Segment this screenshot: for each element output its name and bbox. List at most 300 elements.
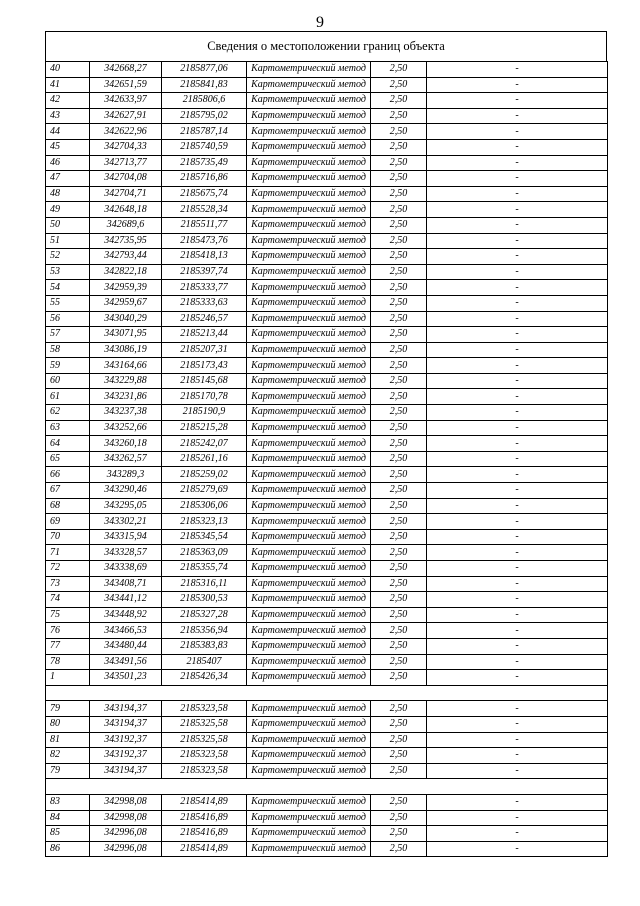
table-row <box>46 607 608 623</box>
coord-x: 342793,44 <box>90 249 162 265</box>
point-number: 68 <box>46 498 90 514</box>
note-cell: - <box>427 607 608 623</box>
method-cell: Картометрический метод <box>247 841 371 857</box>
coord-y: 2185327,28 <box>162 607 247 623</box>
note-cell: - <box>427 280 608 296</box>
method-cell: Картометрический метод <box>247 373 371 389</box>
note-cell: - <box>427 373 608 389</box>
note-cell: - <box>427 93 608 109</box>
error-cell: 2,50 <box>371 810 427 826</box>
error-cell: 2,50 <box>371 93 427 109</box>
coord-y: 2185213,44 <box>162 327 247 343</box>
note-cell: - <box>427 748 608 764</box>
coord-x: 343086,19 <box>90 342 162 358</box>
coord-y: 2185323,13 <box>162 514 247 530</box>
coord-x: 343164,66 <box>90 358 162 374</box>
coord-y: 2185145,68 <box>162 373 247 389</box>
note-cell: - <box>427 389 608 405</box>
coord-y: 2185383,83 <box>162 638 247 654</box>
coord-x: 342633,97 <box>90 93 162 109</box>
coord-y: 2185356,94 <box>162 623 247 639</box>
point-number: 60 <box>46 373 90 389</box>
note-cell: - <box>427 108 608 124</box>
coord-x: 342996,08 <box>90 841 162 857</box>
method-cell: Картометрический метод <box>247 498 371 514</box>
coord-y: 2185325,58 <box>162 716 247 732</box>
coord-x: 342704,33 <box>90 139 162 155</box>
note-cell: - <box>427 342 608 358</box>
error-cell: 2,50 <box>371 233 427 249</box>
note-cell: - <box>427 561 608 577</box>
error-cell: 2,50 <box>371 62 427 78</box>
method-cell: Картометрический метод <box>247 217 371 233</box>
note-cell: - <box>427 202 608 218</box>
method-cell: Картометрический метод <box>247 264 371 280</box>
method-cell: Картометрический метод <box>247 810 371 826</box>
coord-y: 2185795,02 <box>162 108 247 124</box>
method-cell: Картометрический метод <box>247 436 371 452</box>
coord-x: 343448,92 <box>90 607 162 623</box>
note-cell: - <box>427 654 608 670</box>
method-cell: Картометрический метод <box>247 77 371 93</box>
coord-x: 343441,12 <box>90 592 162 608</box>
error-cell: 2,50 <box>371 592 427 608</box>
error-cell: 2,50 <box>371 529 427 545</box>
point-number: 85 <box>46 826 90 842</box>
coord-x: 342627,91 <box>90 108 162 124</box>
point-number: 54 <box>46 280 90 296</box>
coord-y: 2185735,49 <box>162 155 247 171</box>
point-number: 59 <box>46 358 90 374</box>
point-number: 79 <box>46 701 90 717</box>
coord-x: 343501,23 <box>90 670 162 686</box>
error-cell: 2,50 <box>371 638 427 654</box>
coord-x: 342622,96 <box>90 124 162 140</box>
coord-x: 343252,66 <box>90 420 162 436</box>
error-cell: 2,50 <box>371 373 427 389</box>
table-row <box>46 545 608 561</box>
method-cell: Картометрический метод <box>247 202 371 218</box>
note-cell: - <box>427 623 608 639</box>
note-cell: - <box>427 545 608 561</box>
error-cell: 2,50 <box>371 295 427 311</box>
coord-y: 2185345,54 <box>162 529 247 545</box>
method-cell: Картометрический метод <box>247 108 371 124</box>
point-number: 41 <box>46 77 90 93</box>
table-row <box>46 498 608 514</box>
method-cell: Картометрический метод <box>247 171 371 187</box>
method-cell: Картометрический метод <box>247 249 371 265</box>
table-row <box>46 763 608 779</box>
error-cell: 2,50 <box>371 467 427 483</box>
method-cell: Картометрический метод <box>247 701 371 717</box>
error-cell: 2,50 <box>371 124 427 140</box>
error-cell: 2,50 <box>371 701 427 717</box>
table-row <box>46 576 608 592</box>
coord-x: 343315,94 <box>90 529 162 545</box>
table-row <box>46 295 608 311</box>
table-body <box>46 62 608 857</box>
point-number: 77 <box>46 638 90 654</box>
note-cell: - <box>427 77 608 93</box>
coord-x: 342689,6 <box>90 217 162 233</box>
method-cell: Картометрический метод <box>247 295 371 311</box>
coord-x: 342959,67 <box>90 295 162 311</box>
coord-x: 343194,37 <box>90 716 162 732</box>
method-cell: Картометрический метод <box>247 451 371 467</box>
point-number: 70 <box>46 529 90 545</box>
coord-y: 2185333,63 <box>162 295 247 311</box>
error-cell: 2,50 <box>371 732 427 748</box>
coord-x: 343302,21 <box>90 514 162 530</box>
coord-x: 343338,69 <box>90 561 162 577</box>
error-cell: 2,50 <box>371 420 427 436</box>
method-cell: Картометрический метод <box>247 327 371 343</box>
table-row <box>46 716 608 732</box>
table-row <box>46 420 608 436</box>
error-cell: 2,50 <box>371 607 427 623</box>
coord-y: 2185841,83 <box>162 77 247 93</box>
table-row <box>46 436 608 452</box>
coord-y: 2185416,89 <box>162 826 247 842</box>
method-cell: Картометрический метод <box>247 233 371 249</box>
method-cell: Картометрический метод <box>247 826 371 842</box>
method-cell: Картометрический метод <box>247 561 371 577</box>
separator-cell <box>46 685 608 701</box>
method-cell: Картометрический метод <box>247 389 371 405</box>
error-cell: 2,50 <box>371 545 427 561</box>
table-row <box>46 108 608 124</box>
error-cell: 2,50 <box>371 826 427 842</box>
point-number: 58 <box>46 342 90 358</box>
coord-x: 342998,08 <box>90 810 162 826</box>
point-number: 81 <box>46 732 90 748</box>
table-title: Сведения о местоположении границ объекта <box>45 31 607 62</box>
method-cell: Картометрический метод <box>247 62 371 78</box>
table-row <box>46 810 608 826</box>
error-cell: 2,50 <box>371 654 427 670</box>
point-number: 61 <box>46 389 90 405</box>
coord-y: 2185207,31 <box>162 342 247 358</box>
method-cell: Картометрический метод <box>247 280 371 296</box>
coord-y: 2185306,06 <box>162 498 247 514</box>
table-row <box>46 93 608 109</box>
table-row <box>46 342 608 358</box>
point-number: 48 <box>46 186 90 202</box>
coord-y: 2185473,76 <box>162 233 247 249</box>
table-row <box>46 77 608 93</box>
coord-y: 2185259,02 <box>162 467 247 483</box>
page-number: 9 <box>316 14 324 31</box>
method-cell: Картометрический метод <box>247 607 371 623</box>
error-cell: 2,50 <box>371 451 427 467</box>
table-row <box>46 592 608 608</box>
coord-y: 2185215,28 <box>162 420 247 436</box>
coord-y: 2185407 <box>162 654 247 670</box>
error-cell: 2,50 <box>371 576 427 592</box>
point-number: 53 <box>46 264 90 280</box>
error-cell: 2,50 <box>371 748 427 764</box>
method-cell: Картометрический метод <box>247 576 371 592</box>
note-cell: - <box>427 264 608 280</box>
coord-y: 2185316,11 <box>162 576 247 592</box>
note-cell: - <box>427 295 608 311</box>
table-row <box>46 217 608 233</box>
point-number: 67 <box>46 483 90 499</box>
point-number: 43 <box>46 108 90 124</box>
point-number: 69 <box>46 514 90 530</box>
coord-y: 2185416,89 <box>162 810 247 826</box>
coord-x: 343192,37 <box>90 732 162 748</box>
coord-y: 2185511,77 <box>162 217 247 233</box>
error-cell: 2,50 <box>371 483 427 499</box>
error-cell: 2,50 <box>371 264 427 280</box>
coord-y: 2185418,13 <box>162 249 247 265</box>
table-row <box>46 233 608 249</box>
method-cell: Картометрический метод <box>247 732 371 748</box>
table-row <box>46 826 608 842</box>
point-number: 45 <box>46 139 90 155</box>
table-row <box>46 732 608 748</box>
point-number: 86 <box>46 841 90 857</box>
coord-y: 2185414,89 <box>162 841 247 857</box>
coord-y: 2185414,89 <box>162 794 247 810</box>
point-number: 73 <box>46 576 90 592</box>
coord-x: 342704,08 <box>90 171 162 187</box>
coord-x: 343480,44 <box>90 638 162 654</box>
coord-y: 2185426,34 <box>162 670 247 686</box>
table-row <box>46 373 608 389</box>
coord-x: 343194,37 <box>90 763 162 779</box>
note-cell: - <box>427 155 608 171</box>
note-cell: - <box>427 405 608 421</box>
point-number: 49 <box>46 202 90 218</box>
note-cell: - <box>427 467 608 483</box>
coord-x: 343194,37 <box>90 701 162 717</box>
error-cell: 2,50 <box>371 358 427 374</box>
note-cell: - <box>427 670 608 686</box>
coord-x: 343040,29 <box>90 311 162 327</box>
point-number: 75 <box>46 607 90 623</box>
coord-y: 2185170,78 <box>162 389 247 405</box>
method-cell: Картометрический метод <box>247 124 371 140</box>
coord-y: 2185279,69 <box>162 483 247 499</box>
method-cell: Картометрический метод <box>247 155 371 171</box>
method-cell: Картометрический метод <box>247 592 371 608</box>
error-cell: 2,50 <box>371 311 427 327</box>
note-cell: - <box>427 592 608 608</box>
table-row <box>46 451 608 467</box>
method-cell: Картометрический метод <box>247 420 371 436</box>
error-cell: 2,50 <box>371 342 427 358</box>
table-row <box>46 186 608 202</box>
table-row <box>46 841 608 857</box>
error-cell: 2,50 <box>371 186 427 202</box>
error-cell: 2,50 <box>371 514 427 530</box>
point-number: 74 <box>46 592 90 608</box>
method-cell: Картометрический метод <box>247 716 371 732</box>
table-row <box>46 561 608 577</box>
note-cell: - <box>427 701 608 717</box>
note-cell: - <box>427 436 608 452</box>
note-cell: - <box>427 498 608 514</box>
note-cell: - <box>427 249 608 265</box>
method-cell: Картометрический метод <box>247 654 371 670</box>
coord-y: 2185397,74 <box>162 264 247 280</box>
table-row <box>46 638 608 654</box>
note-cell: - <box>427 139 608 155</box>
error-cell: 2,50 <box>371 171 427 187</box>
table-row <box>46 389 608 405</box>
table-row <box>46 529 608 545</box>
note-cell: - <box>427 576 608 592</box>
coord-x: 342704,71 <box>90 186 162 202</box>
method-cell: Картометрический метод <box>247 623 371 639</box>
method-cell: Картометрический метод <box>247 93 371 109</box>
coord-x: 342668,27 <box>90 62 162 78</box>
point-number: 57 <box>46 327 90 343</box>
coord-x: 343295,05 <box>90 498 162 514</box>
method-cell: Картометрический метод <box>247 545 371 561</box>
method-cell: Картометрический метод <box>247 405 371 421</box>
method-cell: Картометрический метод <box>247 529 371 545</box>
note-cell: - <box>427 327 608 343</box>
point-number: 78 <box>46 654 90 670</box>
note-cell: - <box>427 124 608 140</box>
error-cell: 2,50 <box>371 498 427 514</box>
note-cell: - <box>427 451 608 467</box>
error-cell: 2,50 <box>371 841 427 857</box>
coord-y: 2185528,34 <box>162 202 247 218</box>
error-cell: 2,50 <box>371 249 427 265</box>
point-number: 83 <box>46 794 90 810</box>
coord-y: 2185323,58 <box>162 763 247 779</box>
method-cell: Картометрический метод <box>247 467 371 483</box>
method-cell: Картометрический метод <box>247 794 371 810</box>
table-row <box>46 358 608 374</box>
group-separator-row <box>46 685 608 701</box>
note-cell: - <box>427 233 608 249</box>
coord-y: 2185740,59 <box>162 139 247 155</box>
point-number: 40 <box>46 62 90 78</box>
method-cell: Картометрический метод <box>247 638 371 654</box>
error-cell: 2,50 <box>371 670 427 686</box>
error-cell: 2,50 <box>371 327 427 343</box>
table-row <box>46 794 608 810</box>
table-row <box>46 155 608 171</box>
note-cell: - <box>427 358 608 374</box>
note-cell: - <box>427 420 608 436</box>
method-cell: Картометрический метод <box>247 186 371 202</box>
table-row <box>46 280 608 296</box>
coord-x: 343328,57 <box>90 545 162 561</box>
method-cell: Картометрический метод <box>247 342 371 358</box>
error-cell: 2,50 <box>371 108 427 124</box>
error-cell: 2,50 <box>371 794 427 810</box>
error-cell: 2,50 <box>371 139 427 155</box>
point-number: 1 <box>46 670 90 686</box>
coord-x: 343466,53 <box>90 623 162 639</box>
coord-x: 343262,57 <box>90 451 162 467</box>
point-number: 50 <box>46 217 90 233</box>
coord-y: 2185355,74 <box>162 561 247 577</box>
note-cell: - <box>427 62 608 78</box>
coord-y: 2185173,43 <box>162 358 247 374</box>
coord-y: 2185806,6 <box>162 93 247 109</box>
point-number: 66 <box>46 467 90 483</box>
table-row <box>46 327 608 343</box>
coord-y: 2185242,07 <box>162 436 247 452</box>
coord-x: 342648,18 <box>90 202 162 218</box>
separator-cell <box>46 779 608 795</box>
error-cell: 2,50 <box>371 623 427 639</box>
table-row <box>46 670 608 686</box>
point-number: 76 <box>46 623 90 639</box>
point-number: 72 <box>46 561 90 577</box>
note-cell: - <box>427 732 608 748</box>
note-cell: - <box>427 171 608 187</box>
coord-x: 343491,56 <box>90 654 162 670</box>
coord-y: 2185190,9 <box>162 405 247 421</box>
coord-x: 343071,95 <box>90 327 162 343</box>
note-cell: - <box>427 826 608 842</box>
point-number: 62 <box>46 405 90 421</box>
coord-y: 2185323,58 <box>162 748 247 764</box>
coord-x: 343289,3 <box>90 467 162 483</box>
error-cell: 2,50 <box>371 716 427 732</box>
coord-x: 342998,08 <box>90 794 162 810</box>
coord-y: 2185675,74 <box>162 186 247 202</box>
table-row <box>46 311 608 327</box>
table-row <box>46 405 608 421</box>
point-number: 51 <box>46 233 90 249</box>
coordinates-table <box>45 61 608 857</box>
coord-x: 343229,88 <box>90 373 162 389</box>
note-cell: - <box>427 529 608 545</box>
table-row <box>46 514 608 530</box>
method-cell: Картометрический метод <box>247 358 371 374</box>
error-cell: 2,50 <box>371 561 427 577</box>
method-cell: Картометрический метод <box>247 748 371 764</box>
note-cell: - <box>427 841 608 857</box>
point-number: 55 <box>46 295 90 311</box>
table-row <box>46 171 608 187</box>
table-row <box>46 467 608 483</box>
point-number: 64 <box>46 436 90 452</box>
group-separator-row <box>46 779 608 795</box>
coord-y: 2185363,09 <box>162 545 247 561</box>
coord-y: 2185716,86 <box>162 171 247 187</box>
coord-y: 2185787,14 <box>162 124 247 140</box>
point-number: 56 <box>46 311 90 327</box>
coord-y: 2185333,77 <box>162 280 247 296</box>
coord-x: 342713,77 <box>90 155 162 171</box>
coord-x: 343231,86 <box>90 389 162 405</box>
point-number: 47 <box>46 171 90 187</box>
error-cell: 2,50 <box>371 155 427 171</box>
point-number: 42 <box>46 93 90 109</box>
table-row <box>46 139 608 155</box>
table-row <box>46 249 608 265</box>
coord-x: 342996,08 <box>90 826 162 842</box>
note-cell: - <box>427 483 608 499</box>
coord-x: 343408,71 <box>90 576 162 592</box>
coord-x: 343260,18 <box>90 436 162 452</box>
coord-y: 2185877,06 <box>162 62 247 78</box>
method-cell: Картометрический метод <box>247 514 371 530</box>
point-number: 63 <box>46 420 90 436</box>
table-row <box>46 62 608 78</box>
